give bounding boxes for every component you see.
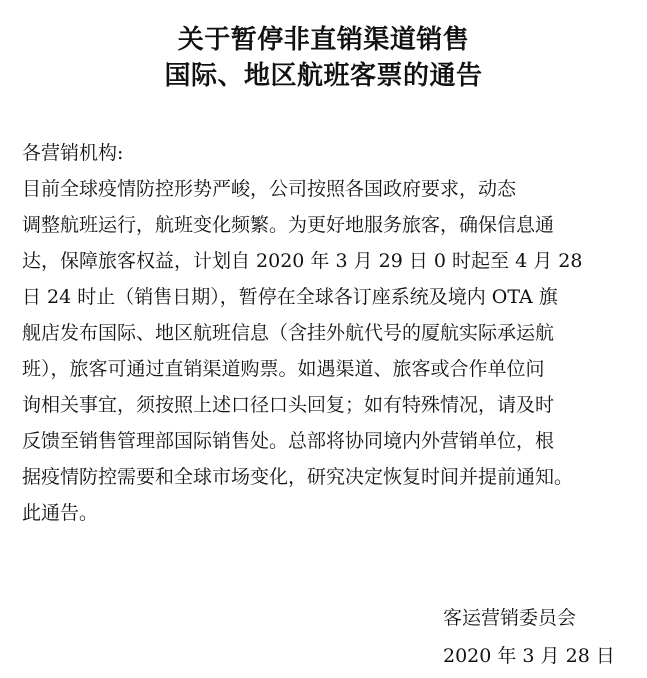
closing-line: 此通告。	[22, 502, 99, 524]
signature-organization: 客运营销委员会	[443, 607, 577, 629]
body-line-7: 询相关事宜，须按照上述口径口头回复；如有特殊情况，请及时	[22, 394, 555, 416]
body-line-3: 达，保障旅客权益，计划自 2020 年 3 月 29 日 0 时起至 4 月 28	[22, 250, 583, 272]
body-line-4: 日 24 时止（销售日期），暂停在全球各订座系统及境内 OTA 旗	[22, 286, 558, 308]
notice-title-line-1: 关于暂停非直销渠道销售	[177, 25, 470, 55]
salutation: 各营销机构:	[22, 142, 124, 164]
body-line-1: 目前全球疫情防控形势严峻，公司按照各国政府要求，动态	[22, 178, 517, 200]
signature-date: 2020 年 3 月 28 日	[443, 645, 615, 667]
body-line-6: 班），旅客可通过直销渠道购票。如遇渠道、旅客或合作单位问	[22, 358, 545, 380]
body-line-5: 舰店发布国际、地区航班信息（含挂外航代号的厦航实际承运航	[22, 322, 555, 344]
notice-title-line-2: 国际、地区航班客票的通告	[164, 61, 483, 91]
body-line-8: 反馈至销售管理部国际销售处。总部将协同境内外营销单位，根	[22, 430, 555, 452]
body-line-9: 据疫情防控需要和全球市场变化，研究决定恢复时间并提前通知。	[22, 466, 574, 488]
body-line-2: 调整航班运行，航班变化频繁。为更好地服务旅客，确保信息通	[22, 214, 555, 236]
